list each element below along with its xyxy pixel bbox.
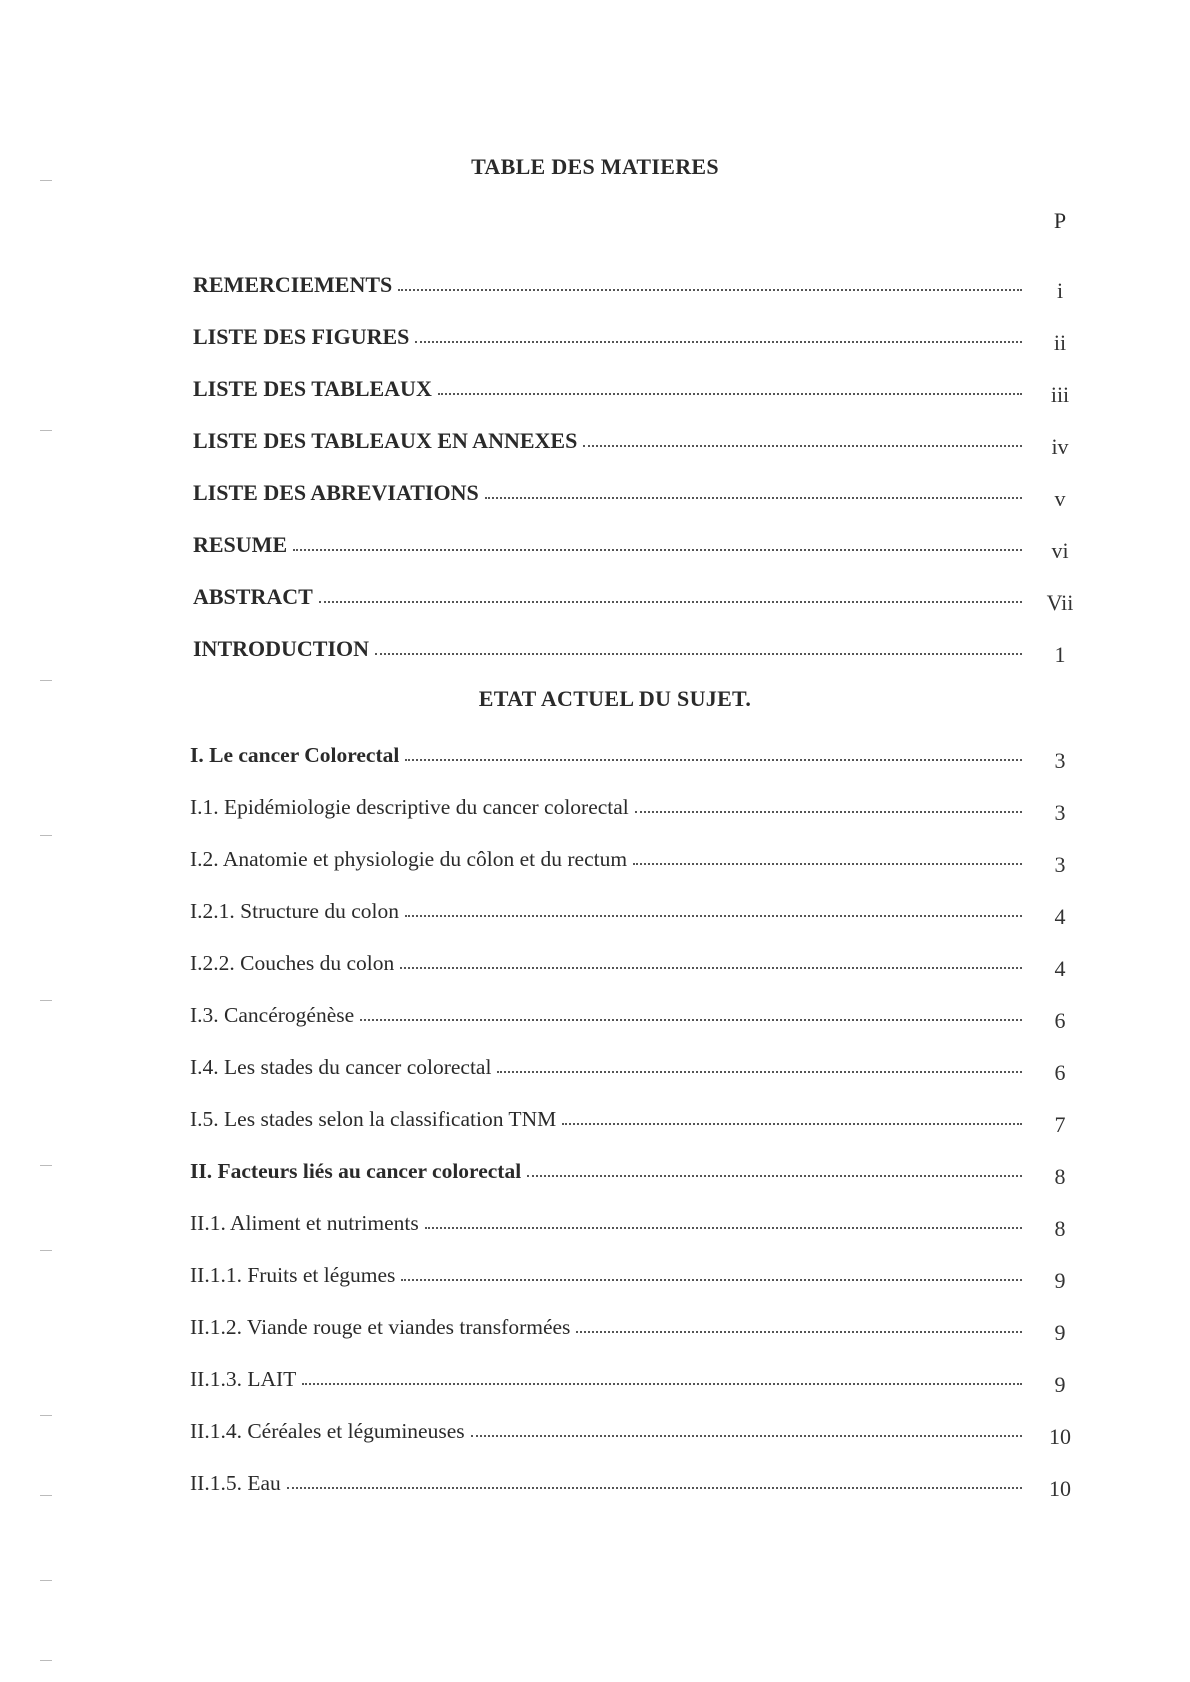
toc-entry-label: I.4. Les stades du cancer colorectal (190, 1055, 492, 1079)
toc-entry-page-number: 8 (1054, 1164, 1066, 1189)
toc-entry-label: II.1.4. Céréales et légumineuses (190, 1419, 465, 1443)
dot-leader (635, 811, 1022, 813)
toc-entry (193, 628, 1024, 662)
margin-tick (40, 180, 52, 181)
toc-entry-page-number: v (1054, 486, 1066, 511)
toc-entry-label: II.1.2. Viande rouge et viandes transformées (190, 1315, 571, 1339)
margin-tick (40, 1415, 52, 1416)
toc-entry (190, 1462, 1024, 1496)
toc-entry-page-number: 9 (1054, 1268, 1066, 1293)
dot-leader (302, 1383, 1022, 1385)
toc-entry-page-number: vi (1051, 538, 1069, 563)
toc-entry-label: INTRODUCTION (193, 636, 370, 661)
dot-leader (576, 1331, 1022, 1333)
toc-entry-page-number: 7 (1054, 1112, 1066, 1137)
toc-entry (190, 890, 1024, 924)
toc-entry-page-number: 9 (1054, 1320, 1066, 1345)
toc-entry (193, 264, 1024, 298)
toc-entry-label: II. Facteurs liés au cancer colorectal (190, 1159, 522, 1183)
toc-entry-page-number: 10 (1049, 1424, 1071, 1449)
dot-leader (485, 497, 1022, 499)
dot-leader (405, 915, 1022, 917)
toc-entry-page-number: 3 (1054, 748, 1066, 773)
toc-entry-label: II.1.5. Eau (190, 1471, 281, 1495)
dot-leader (401, 1279, 1022, 1281)
toc-entry (190, 1358, 1024, 1392)
toc-entry-label: I.2.2. Couches du colon (190, 951, 395, 975)
toc-entry-label: I.1. Epidémiologie descriptive du cancer colorectal (190, 795, 629, 819)
toc-entry-page-number: 4 (1054, 956, 1066, 981)
toc-entry (190, 942, 1024, 976)
toc-entry-page-number: Vii (1046, 590, 1074, 615)
margin-tick (40, 1250, 52, 1251)
toc-entry-label: II.1.3. LAIT (190, 1367, 297, 1391)
toc-entry-label: LISTE DES ABREVIATIONS (193, 480, 479, 505)
toc-entry (193, 576, 1024, 610)
toc-entry (190, 1098, 1024, 1132)
toc-entry-label: RESUME (193, 532, 288, 557)
margin-tick (40, 1660, 52, 1661)
toc-entry (190, 1150, 1024, 1184)
dot-leader (415, 341, 1022, 343)
dot-leader (400, 967, 1022, 969)
toc-entry (190, 838, 1024, 872)
margin-tick (40, 835, 52, 836)
toc-entry-page-number: 9 (1054, 1372, 1066, 1397)
toc-entry (190, 734, 1024, 768)
toc-entry (190, 786, 1024, 820)
toc-entry (190, 994, 1024, 1028)
toc-entry (190, 1254, 1024, 1288)
toc-entry-label: I. Le cancer Colorectal (190, 743, 400, 767)
toc-entry-page-number: 3 (1054, 800, 1066, 825)
toc-entry (193, 316, 1024, 350)
toc-entry (190, 1202, 1024, 1236)
dot-leader (360, 1019, 1022, 1021)
margin-tick (40, 1580, 52, 1581)
toc-entry-page-number: 6 (1054, 1060, 1066, 1085)
toc-entry-label: LISTE DES TABLEAUX EN ANNEXES (193, 428, 578, 453)
toc-entry (193, 420, 1024, 454)
toc-entry-label: I.2. Anatomie et physiologie du côlon et du rectum (190, 847, 628, 871)
dot-leader (471, 1435, 1022, 1437)
toc-entry-label: I.5. Les stades selon la classification TNM (190, 1107, 557, 1131)
toc-entry-label: REMERCIEMENTS (193, 272, 393, 297)
dot-leader (319, 601, 1022, 603)
dot-leader (438, 393, 1022, 395)
dot-leader (497, 1071, 1022, 1073)
toc-entry (193, 472, 1024, 506)
dot-leader (293, 549, 1022, 551)
toc-entry-label: LISTE DES TABLEAUX (193, 376, 432, 401)
toc-entry (190, 1306, 1024, 1340)
page-title: TABLE DES MATIERES (471, 154, 719, 179)
toc-entry (190, 1046, 1024, 1080)
toc-entry-label: LISTE DES FIGURES (193, 324, 410, 349)
toc-entry-label: II.1.1. Fruits et légumes (190, 1263, 396, 1287)
dot-leader (633, 863, 1022, 865)
dot-leader (287, 1487, 1022, 1489)
toc-entry (190, 1410, 1024, 1444)
toc-entry-page-number: 1 (1054, 642, 1066, 667)
dot-leader (562, 1123, 1022, 1125)
dot-leader (405, 759, 1022, 761)
toc-entry-page-number: 4 (1054, 904, 1066, 929)
section-heading: ETAT ACTUEL DU SUJET. (478, 686, 752, 711)
toc-entry-label: I.3. Cancérogénèse (190, 1003, 355, 1027)
toc-entry-page-number: ii (1053, 330, 1067, 355)
margin-tick (40, 1165, 52, 1166)
dot-leader (527, 1175, 1022, 1177)
toc-entry (193, 524, 1024, 558)
toc-entry-page-number: 8 (1054, 1216, 1066, 1241)
margin-tick (40, 1495, 52, 1496)
margin-tick (40, 1000, 52, 1001)
page-column-header: P (1053, 208, 1067, 233)
margin-tick (40, 680, 52, 681)
toc-entry-page-number: 10 (1049, 1476, 1071, 1501)
toc-entry-label: II.1. Aliment et nutriments (190, 1211, 419, 1235)
margin-tick (40, 430, 52, 431)
toc-entry-page-number: iv (1051, 434, 1069, 459)
toc-entry-page-number: iii (1050, 382, 1070, 407)
toc-entry-page-number: i (1056, 278, 1064, 303)
dot-leader (583, 445, 1022, 447)
dot-leader (398, 289, 1022, 291)
toc-entry (193, 368, 1024, 402)
toc-entry-page-number: 6 (1054, 1008, 1066, 1033)
toc-entry-label: I.2.1. Structure du colon (190, 899, 399, 923)
dot-leader (425, 1227, 1022, 1229)
dot-leader (375, 653, 1022, 655)
toc-entry-page-number: 3 (1054, 852, 1066, 877)
toc-entry-label: ABSTRACT (193, 584, 313, 609)
